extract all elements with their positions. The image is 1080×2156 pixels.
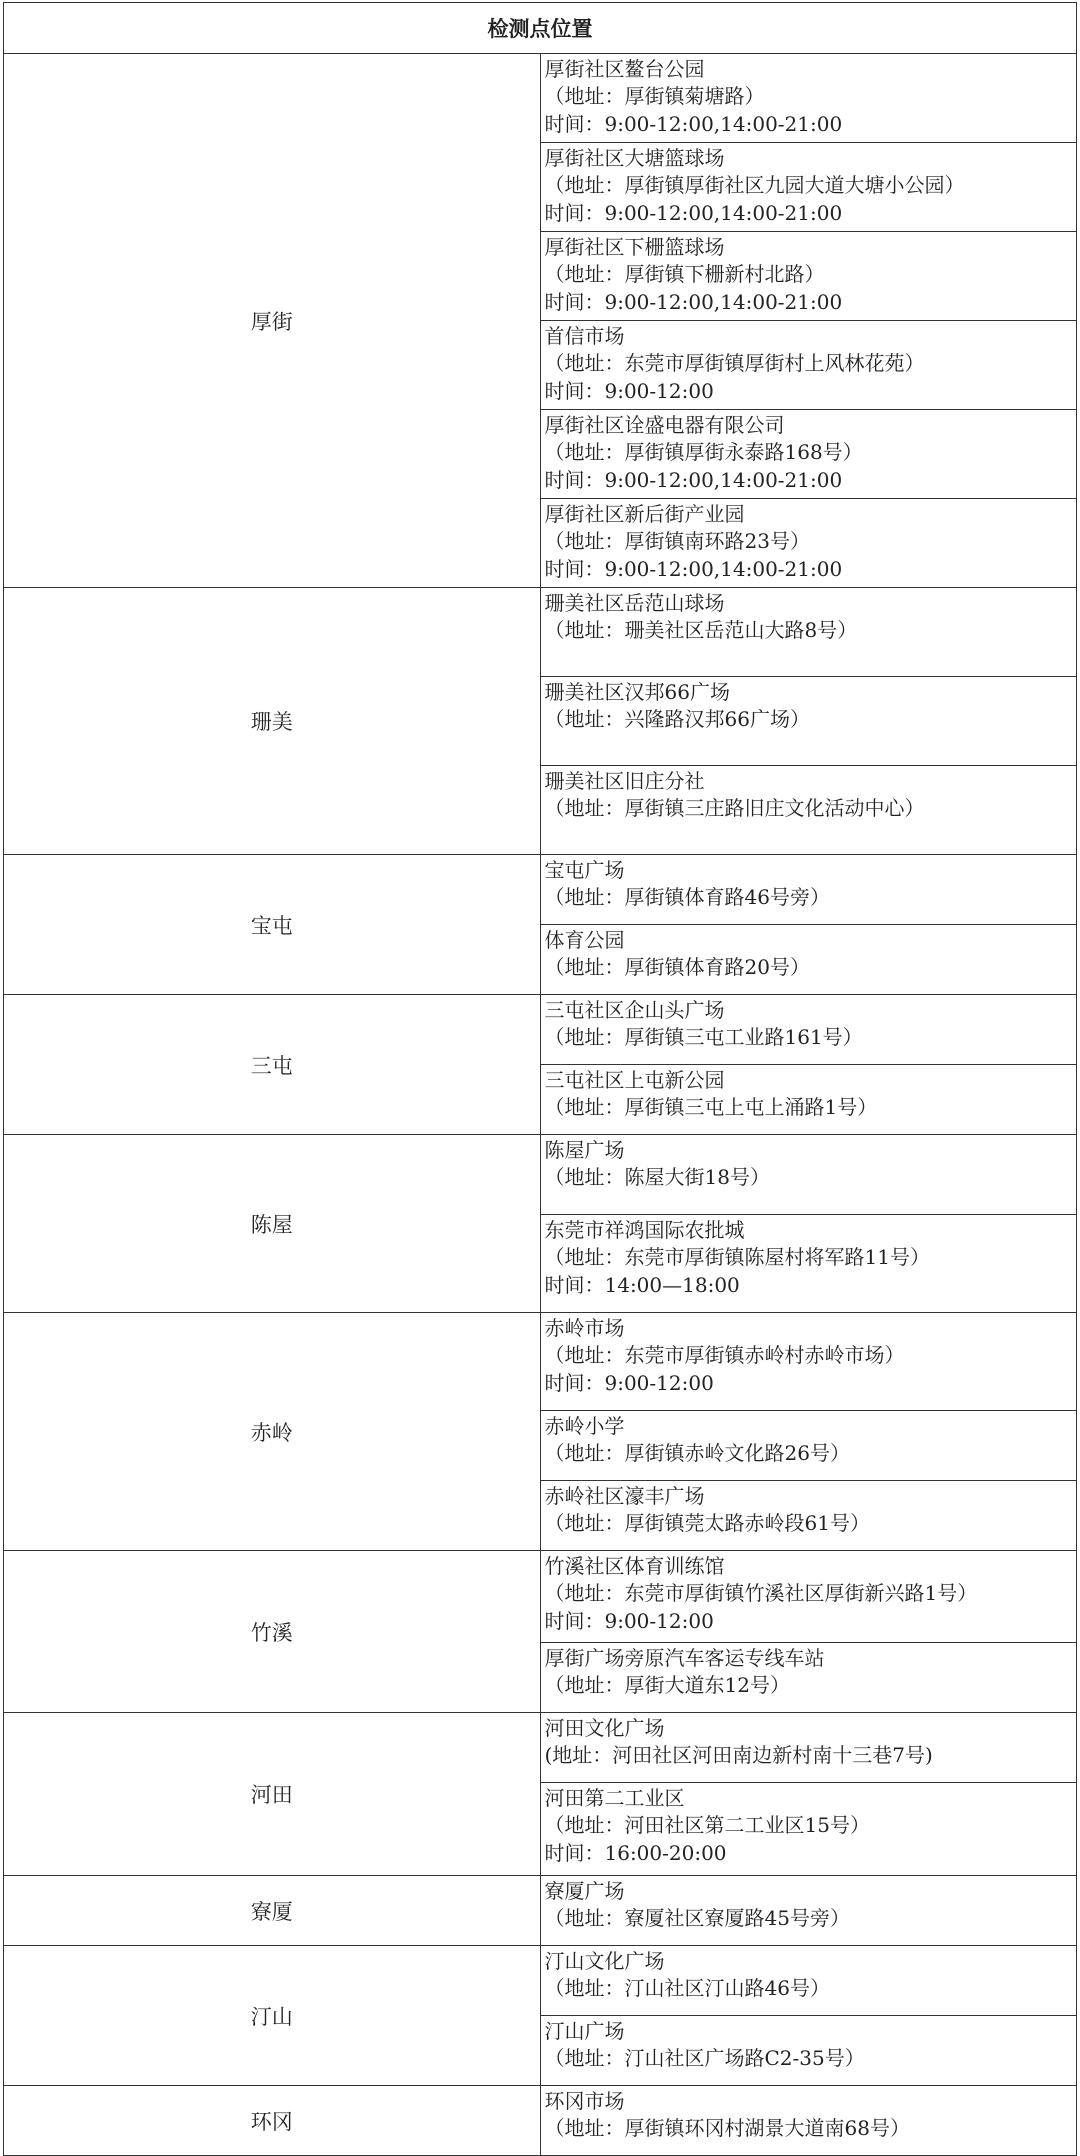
- table-row: [4, 1551, 1077, 1643]
- site-hours: 时间：9:00-12:00,14:00-21:00: [544, 289, 843, 314]
- site-name: 首信市场: [544, 324, 625, 348]
- site-address: （地址：兴隆路汉邦66广场）: [544, 707, 810, 732]
- site-address: (地址：河田社区河田南边新村南十三巷7号): [544, 1743, 933, 1768]
- site-name: 厚街社区新后街产业园: [544, 502, 745, 526]
- site-name: 珊美社区旧庄分社: [544, 769, 705, 793]
- district-cell: 三屯: [4, 995, 541, 1135]
- site-address: （地址：厚街镇三屯上屯上涌路1号）: [544, 1095, 878, 1120]
- table-row: [4, 588, 1077, 677]
- district-cell: 环冈: [4, 2086, 541, 2156]
- site-address: （地址：东莞市厚街镇竹溪社区厚街新兴路1号）: [544, 1581, 978, 1606]
- site-cell: [540, 232, 1077, 321]
- site-name: 陈屋广场: [544, 1138, 625, 1162]
- table-row: [4, 995, 1077, 1065]
- district-cell: 汀山: [4, 1946, 541, 2086]
- site-hours: 时间：9:00-12:00: [544, 378, 714, 403]
- site-address: （地址：厚街镇菊塘路）: [544, 84, 765, 109]
- site-name: 厚街社区大塘篮球场: [544, 146, 725, 170]
- district-cell: 陈屋: [4, 1135, 541, 1313]
- site-name: 竹溪社区体育训练馆: [544, 1554, 725, 1578]
- site-cell: [540, 1411, 1077, 1481]
- table-body: [4, 54, 1077, 2156]
- site-cell: [540, 54, 1077, 143]
- site-address: （地址：寮厦社区寮厦路45号旁）: [544, 1906, 850, 1931]
- site-name: 宝屯广场: [544, 858, 625, 882]
- site-cell: [540, 1946, 1077, 2016]
- site-name: 厚街社区下栅篮球场: [544, 235, 725, 259]
- site-address: （地址：厚街镇环冈村湖景大道南68号）: [544, 2116, 910, 2141]
- site-hours: 时间：16:00-20:00: [544, 1840, 727, 1865]
- site-name: 珊美社区岳范山球场: [544, 591, 725, 615]
- site-cell: [540, 1215, 1077, 1313]
- site-cell: [540, 1643, 1077, 1713]
- site-address: （地址：厚街镇下栅新村北路）: [544, 262, 825, 287]
- table-row: [4, 1876, 1077, 1946]
- site-hours: 时间：9:00-12:00,14:00-21:00: [544, 200, 843, 225]
- site-address: （地址：厚街镇南环路23号）: [544, 529, 810, 554]
- site-address: （地址：厚街镇莞太路赤岭段61号）: [544, 1511, 870, 1536]
- site-address: （地址：陈屋大街18号）: [544, 1165, 770, 1190]
- table-header-row: [4, 3, 1077, 54]
- district-cell: 河田: [4, 1713, 541, 1876]
- district-cell: 寮厦: [4, 1876, 541, 1946]
- table-header: 检测点位置: [4, 3, 1077, 54]
- site-address: （地址：东莞市厚街镇厚街村上风林花苑）: [544, 351, 925, 376]
- site-cell: [540, 677, 1077, 766]
- site-address: （地址：东莞市厚街镇赤岭村赤岭市场）: [544, 1343, 905, 1368]
- site-name: 环冈市场: [544, 2089, 625, 2113]
- site-hours: 时间：9:00-12:00: [544, 1608, 714, 1633]
- site-address: （地址：厚街大道东12号）: [544, 1673, 790, 1698]
- site-cell: [540, 1551, 1077, 1643]
- site-cell: [540, 925, 1077, 995]
- site-name: 厚街社区诠盛电器有限公司: [544, 413, 785, 437]
- district-cell: 竹溪: [4, 1551, 541, 1713]
- site-address: （地址：珊美社区岳范山大路8号）: [544, 618, 858, 643]
- site-name: 赤岭市场: [544, 1316, 625, 1340]
- site-hours: 时间：9:00-12:00,14:00-21:00: [544, 556, 843, 581]
- table-row: [4, 1313, 1077, 1411]
- site-hours: 时间：9:00-12:00,14:00-21:00: [544, 111, 843, 136]
- site-cell: [540, 1313, 1077, 1411]
- site-name: 厚街广场旁原汽车客运专线车站: [544, 1646, 825, 1670]
- site-hours: 时间：9:00-12:00: [544, 1370, 714, 1395]
- site-name: 河田文化广场: [544, 1716, 665, 1740]
- site-cell: [540, 995, 1077, 1065]
- district-cell: 珊美: [4, 588, 541, 855]
- table-row: [4, 1713, 1077, 1783]
- district-cell: 厚街: [4, 54, 541, 588]
- site-hours: 时间：14:00—18:00: [544, 1272, 740, 1297]
- site-address: （地址：厚街镇厚街社区九园大道大塘小公园）: [544, 173, 965, 198]
- site-cell: [540, 1876, 1077, 1946]
- table-row: [4, 855, 1077, 925]
- site-cell: [540, 1713, 1077, 1783]
- site-name: 厚街社区鳌台公园: [544, 57, 705, 81]
- site-address: （地址：厚街镇三庄路旧庄文化活动中心）: [544, 796, 925, 821]
- site-address: （地址：厚街镇体育路46号旁）: [544, 885, 830, 910]
- site-cell: [540, 1783, 1077, 1876]
- site-address: （地址：厚街镇三屯工业路161号）: [544, 1025, 863, 1050]
- site-address: （地址：厚街镇厚街永泰路168号）: [544, 440, 863, 465]
- site-cell: [540, 855, 1077, 925]
- site-name: 东莞市祥鸿国际农批城: [544, 1218, 745, 1242]
- table-row: [4, 54, 1077, 143]
- testing-sites-table: [3, 2, 1077, 2156]
- site-cell: [540, 1481, 1077, 1551]
- site-address: （地址：厚街镇赤岭文化路26号）: [544, 1441, 850, 1466]
- site-name: 珊美社区汉邦66广场: [544, 680, 730, 704]
- site-cell: [540, 499, 1077, 588]
- site-name: 寮厦广场: [544, 1879, 625, 1903]
- site-cell: [540, 766, 1077, 855]
- site-address: （地址：厚街镇体育路20号）: [544, 955, 810, 980]
- site-cell: [540, 1135, 1077, 1215]
- site-name: 三屯社区企山头广场: [544, 998, 725, 1022]
- table-row: [4, 2086, 1077, 2156]
- site-address: （地址：汀山社区汀山路46号）: [544, 1976, 830, 2001]
- site-cell: [540, 410, 1077, 499]
- site-cell: [540, 1065, 1077, 1135]
- district-cell: 赤岭: [4, 1313, 541, 1551]
- site-name: 赤岭社区濠丰广场: [544, 1484, 705, 1508]
- table-row: [4, 1946, 1077, 2016]
- site-cell: [540, 588, 1077, 677]
- site-cell: [540, 321, 1077, 410]
- site-name: 汀山文化广场: [544, 1949, 665, 1973]
- site-name: 三屯社区上屯新公园: [544, 1068, 725, 1092]
- site-hours: 时间：9:00-12:00,14:00-21:00: [544, 467, 843, 492]
- site-name: 河田第二工业区: [544, 1786, 685, 1810]
- site-name: 汀山广场: [544, 2019, 625, 2043]
- site-name: 赤岭小学: [544, 1414, 625, 1438]
- district-cell: 宝屯: [4, 855, 541, 995]
- site-address: （地址：汀山社区广场路C2-35号）: [544, 2046, 865, 2071]
- site-cell: [540, 143, 1077, 232]
- site-address: （地址：河田社区第二工业区15号）: [544, 1813, 870, 1838]
- site-cell: [540, 2086, 1077, 2156]
- site-cell: [540, 2016, 1077, 2086]
- table-row: [4, 1135, 1077, 1215]
- site-name: 体育公园: [544, 928, 625, 952]
- site-address: （地址：东莞市厚街镇陈屋村将军路11号）: [544, 1245, 930, 1270]
